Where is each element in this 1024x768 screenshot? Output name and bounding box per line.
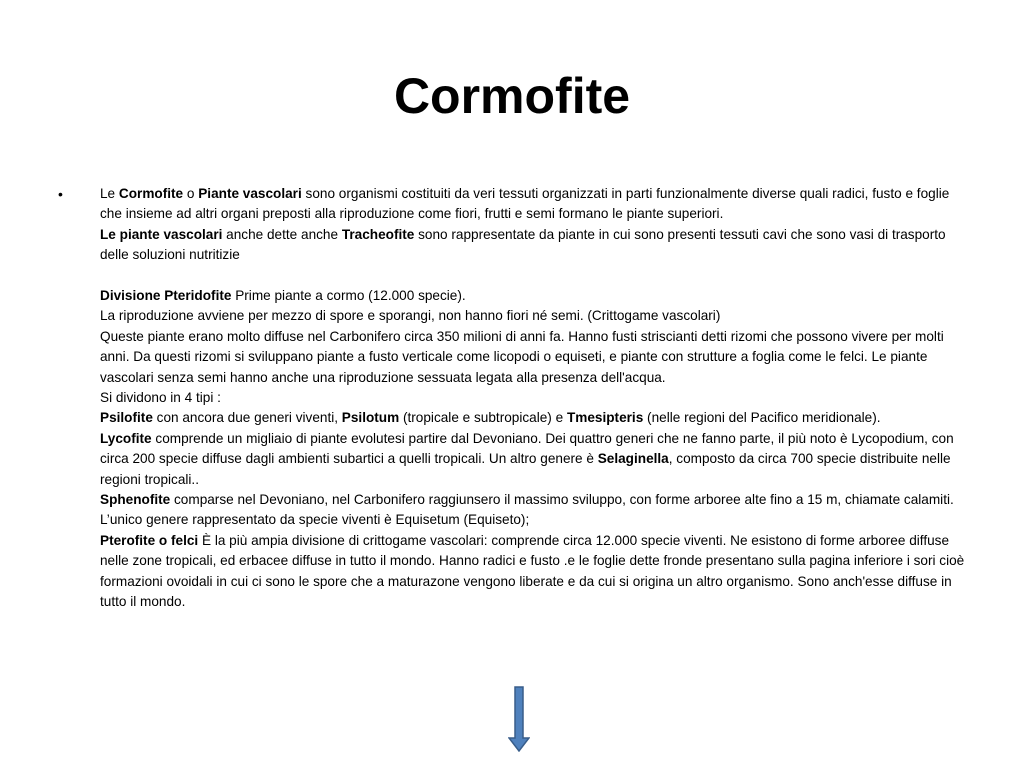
down-arrow-shape bbox=[509, 687, 529, 751]
history-paragraph: Queste piante erano molto diffuse nel Carbonifero circa 350 milioni di anni fa. Hanno fusti striscianti detti rizomi che possono vivere per molti anni. Da questi rizomi si sviluppano piante a fusto verticale come licopodi o equiseti, e piante con strutture a foglia come le felci. Le piante vascolari senza semi hanno anche una riproduzione sessuata legata alla presenza dell'acqua. bbox=[100, 328, 944, 385]
lycofite-text-2: , composto da circa 700 specie distribuite nelle regioni tropicali.. bbox=[100, 451, 951, 487]
intro-text-2: o bbox=[183, 186, 199, 201]
psilofite-text-3: (nelle regioni del Pacifico meridionale). bbox=[643, 410, 881, 426]
psilofite-paragraph bbox=[100, 408, 968, 428]
term-sphenofite: Sphenofite bbox=[100, 492, 171, 508]
term-psilofite: Psilofite bbox=[100, 410, 153, 426]
types-intro: Si dividono in 4 tipi : bbox=[100, 390, 221, 406]
division-line bbox=[100, 286, 968, 306]
pterofite-paragraph bbox=[100, 531, 968, 613]
term-tracheofite: Tracheofite bbox=[341, 226, 415, 242]
down-arrow-icon[interactable] bbox=[508, 686, 530, 752]
intro-text-1: Le bbox=[100, 186, 119, 201]
psilofite-text-2: (tropicale e subtropicale) e bbox=[399, 410, 567, 426]
slide-title: Cormofite bbox=[393, 68, 631, 124]
term-piante-vascolari: Piante vascolari bbox=[198, 186, 302, 201]
vascular-text-2: sono rappresentate da piante in cui sono presenti tessuti cavi che sono vasi di trasporto delle soluzioni nutritizie bbox=[100, 226, 946, 263]
division-text: Prime piante a cormo (12.000 specie). bbox=[231, 288, 466, 304]
bullet-marker: • bbox=[58, 186, 63, 202]
term-pterofite: Pterofite o felci bbox=[100, 532, 199, 548]
paragraph-gap bbox=[100, 266, 968, 286]
term-cormofite: Cormofite bbox=[118, 186, 184, 201]
intro-paragraph bbox=[100, 184, 968, 225]
term-selaginella: Selaginella bbox=[597, 451, 669, 467]
reproduction-line: La riproduzione avviene per mezzo di spore e sporangi, non hanno fiori né semi. (Crittogame vascolari) bbox=[100, 308, 721, 324]
intro-text-3: sono organismi costituiti da veri tessuti organizzati in parti funzionalmente diverse quali radici, fusto e foglie che insieme ad altri organi preposti alla riproduzione come fiori, frutti e semi formano le piante superiori. bbox=[100, 186, 950, 222]
sphenofite-paragraph bbox=[100, 490, 968, 531]
term-divisione-pteridofite: Divisione Pteridofite bbox=[100, 288, 232, 304]
lycofite-paragraph bbox=[100, 429, 968, 490]
vascular-text-1: anche dette anche bbox=[222, 226, 342, 242]
term-lycofite: Lycofite bbox=[100, 430, 152, 446]
lycofite-text-1: comprende un migliaio di piante evolutesi partire dal Devoniano. Dei quattro generi che ne fanno parte, il più noto è Lycopodium, con circa 200 specie diffuse dagli ambienti subartici a quelli tropicali. Un altro genere è bbox=[100, 430, 954, 467]
term-tmesipteris: Tmesipteris bbox=[566, 410, 644, 426]
term-le-piante-vascolari: Le piante vascolari bbox=[100, 226, 223, 242]
psilofite-text-1: con ancora due generi viventi, bbox=[152, 410, 342, 426]
vascular-paragraph bbox=[100, 225, 968, 266]
slide-body bbox=[100, 184, 968, 613]
term-psilotum: Psilotum bbox=[341, 410, 400, 426]
pterofite-text: È la più ampia divisione di crittogame vascolari: comprende circa 12.000 specie viventi. Ne esistono di forme arboree diffuse nelle zone tropicali, ed erbacee diffuse in tutto il mondo. Hanno radici e fusto .e le foglie dette fronde presentano sulla pagina inferiore i sori cioè formazioni ovoidali in cui ci sono le spore che a maturazone vengono liberate e da cui si origina un altro organismo. Sono anch'esse diffuse in tutto il mondo. bbox=[100, 532, 965, 610]
sphenofite-text: comparse nel Devoniano, nel Carbonifero raggiunsero il massimo sviluppo, con forme arboree alte fino a 15 m, chiamate calamiti. L’unico genere rappresentato da specie viventi è Equisetum (Equiseto); bbox=[100, 492, 954, 528]
